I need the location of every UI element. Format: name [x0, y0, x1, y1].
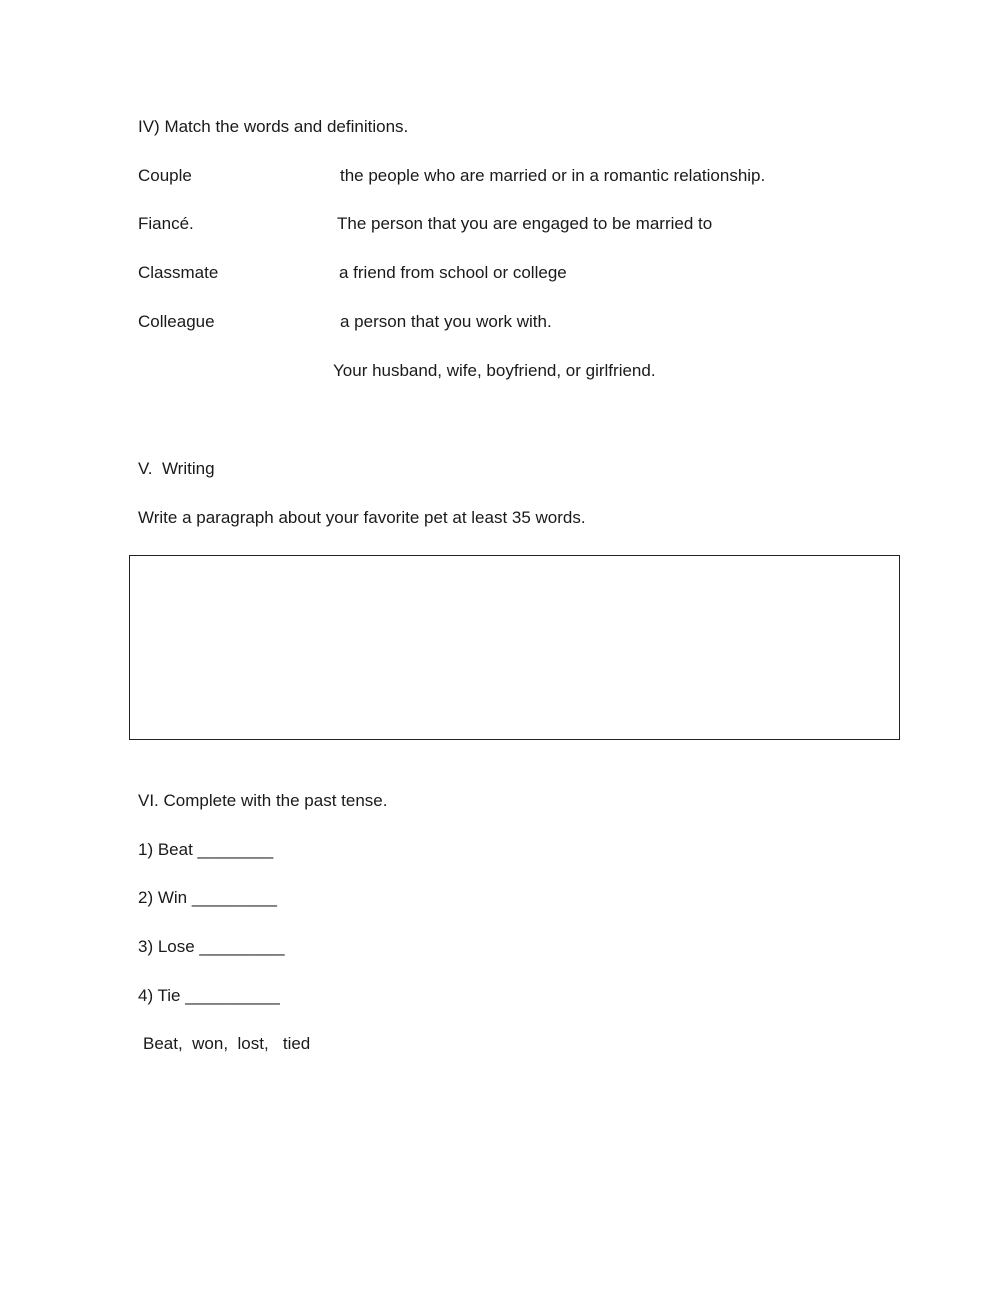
match-definition-5: Your husband, wife, boyfriend, or girlfriend.	[333, 361, 656, 380]
past-tense-item-3[interactable]: 3) Lose _________	[138, 937, 285, 956]
match-word-couple: Couple	[138, 166, 192, 185]
section-4-heading: IV) Match the words and definitions.	[138, 117, 409, 136]
match-word-classmate: Classmate	[138, 263, 219, 282]
past-tense-item-4[interactable]: 4) Tie __________	[138, 986, 280, 1005]
match-definition-1: the people who are married or in a romantic relationship.	[340, 166, 766, 185]
writing-instruction: Write a paragraph about your favorite pet at least 35 words.	[138, 508, 586, 527]
section-5-heading: V. Writing	[138, 459, 215, 478]
past-tense-item-2[interactable]: 2) Win _________	[138, 888, 277, 907]
word-bank: Beat, won, lost, tied	[143, 1034, 311, 1053]
match-definition-3: a friend from school or college	[339, 263, 567, 282]
match-definition-4: a person that you work with.	[340, 312, 552, 331]
match-word-colleague: Colleague	[138, 312, 215, 331]
match-definition-2: The person that you are engaged to be married to	[337, 214, 713, 233]
section-6-heading: VI. Complete with the past tense.	[138, 791, 388, 810]
match-word-fiance: Fiancé.	[138, 214, 194, 233]
past-tense-item-1[interactable]: 1) Beat ________	[138, 840, 274, 859]
writing-answer-box[interactable]	[129, 555, 900, 740]
